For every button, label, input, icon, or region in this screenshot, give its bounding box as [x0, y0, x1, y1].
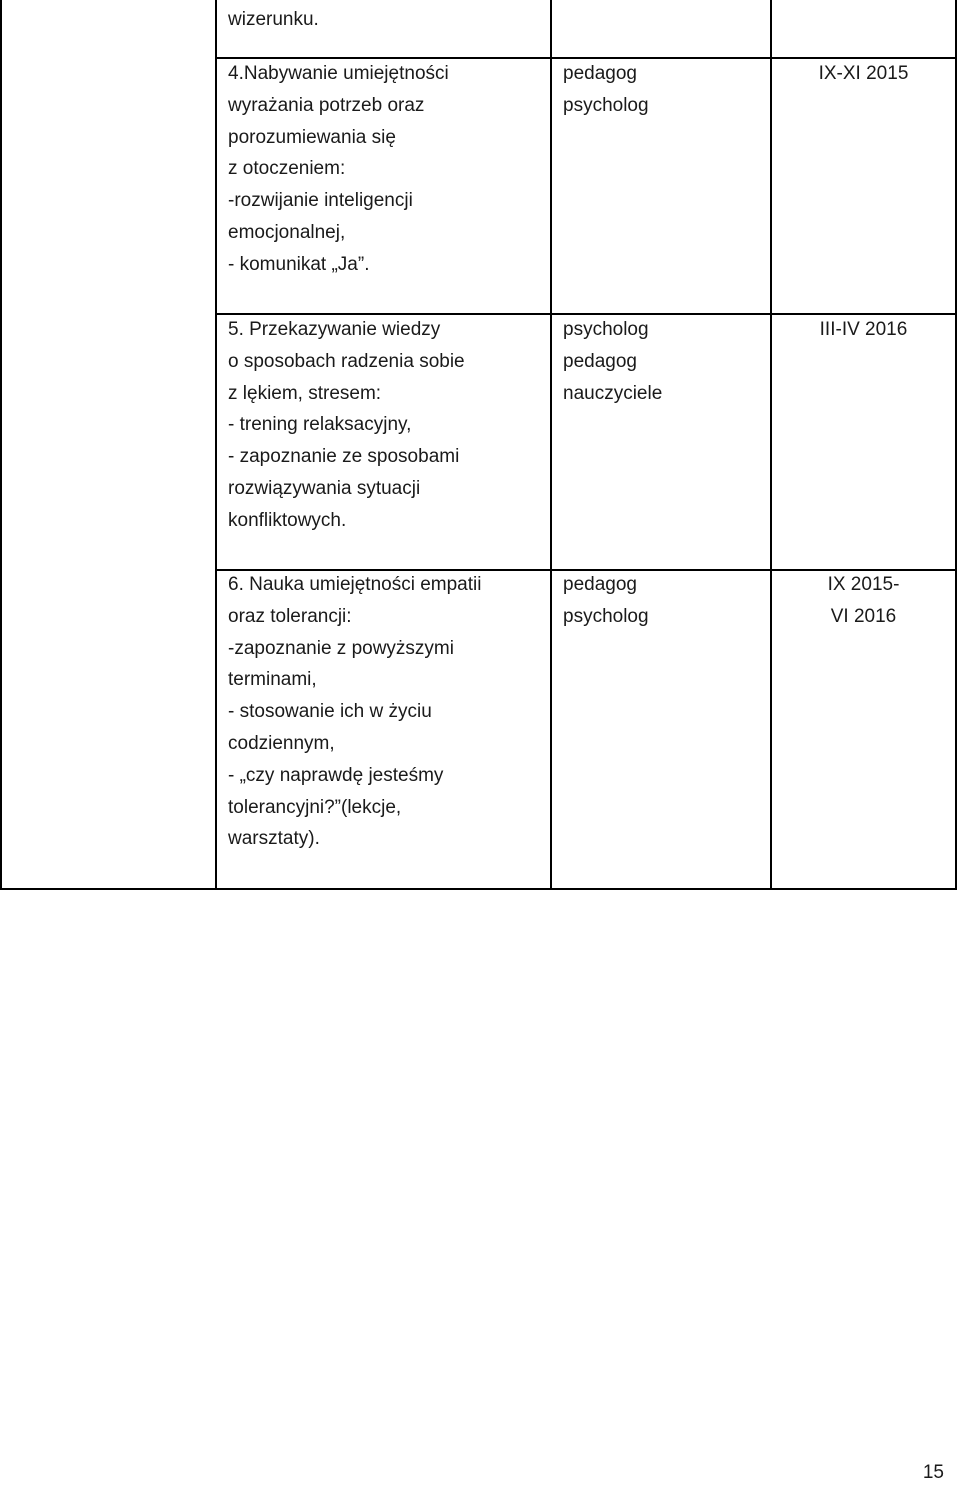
table-border-right	[955, 0, 957, 890]
task-line: oraz tolerancji:	[228, 605, 352, 627]
task-line: 6. Nauka umiejętności empatii	[228, 574, 482, 595]
task-line: z otoczeniem:	[228, 158, 346, 180]
table-border-left	[0, 0, 2, 890]
responsible-line: psycholog	[563, 605, 649, 627]
task-line: terminami,	[228, 669, 317, 691]
table-divider-2	[550, 0, 552, 890]
row-5-date-cell	[772, 314, 955, 346]
date-line: VI 2016	[830, 605, 897, 627]
row-5-responsible-cell	[563, 314, 662, 409]
table-divider-3	[770, 0, 772, 890]
row-6-task-cell	[228, 569, 481, 855]
task-line: -zapoznanie z powyższymi	[228, 637, 454, 659]
page-number: 15	[922, 1462, 944, 1483]
task-line: - trening relaksacyjny,	[228, 414, 412, 436]
row-6-date-cell	[772, 569, 955, 633]
task-line: tolerancyjni?”(lekcje,	[228, 796, 402, 818]
responsible-line: pedagog	[563, 574, 637, 595]
row-5-task-cell	[228, 314, 465, 537]
task-line: rozwiązywania sytuacji	[228, 477, 421, 499]
task-line: konfliktowych.	[228, 509, 347, 531]
task-line: emocjonalnej,	[228, 221, 346, 243]
continuation-text: wizerunku.	[228, 9, 319, 30]
task-line: -rozwijanie inteligencji	[228, 190, 413, 212]
date-line: IX 2015-	[827, 574, 900, 595]
task-line: 4.Nabywanie umiejętności	[228, 63, 449, 84]
task-line: codziennym,	[228, 732, 335, 754]
continuation-cell	[228, 4, 319, 36]
row-4-date-cell	[772, 58, 955, 90]
task-line: z lękiem, stresem:	[228, 382, 382, 404]
task-line: warsztaty).	[228, 828, 320, 850]
responsible-line: pedagog	[563, 350, 637, 372]
responsible-line: nauczyciele	[563, 382, 663, 404]
task-line: porozumiewania się	[228, 126, 396, 148]
task-line: - stosowanie ich w życiu	[228, 701, 432, 723]
task-line: o sposobach radzenia sobie	[228, 350, 465, 372]
responsible-line: psycholog	[563, 94, 649, 116]
task-line: 5. Przekazywanie wiedzy	[228, 319, 441, 340]
task-line: - „czy naprawdę jesteśmy	[228, 764, 444, 786]
date-line: III-IV 2016	[819, 319, 908, 340]
table-border-bottom	[0, 888, 957, 890]
row-4-responsible-cell	[563, 58, 649, 122]
responsible-line: psycholog	[563, 319, 649, 340]
date-line: IX-XI 2015	[818, 63, 909, 84]
task-line: - komunikat „Ja”.	[228, 253, 370, 275]
row-4-task-cell	[228, 58, 449, 281]
task-line: wyrażania potrzeb oraz	[228, 94, 425, 116]
row-6-responsible-cell	[563, 569, 649, 633]
task-line: - zapoznanie ze sposobami	[228, 446, 460, 468]
responsible-line: pedagog	[563, 63, 637, 84]
table-divider-1	[215, 0, 217, 890]
